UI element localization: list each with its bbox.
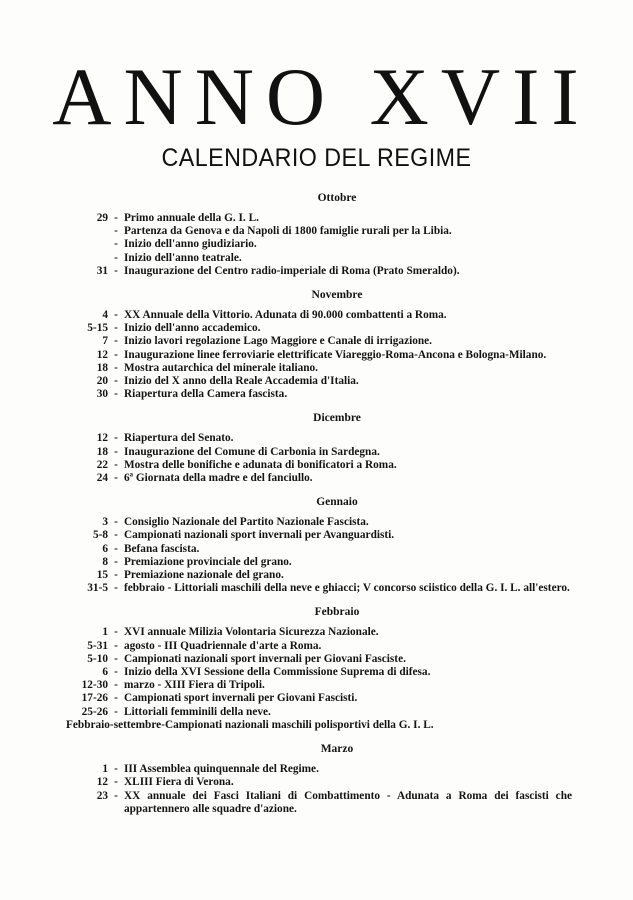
event-entry <box>72 335 572 348</box>
event-date: 1 <box>102 626 108 639</box>
event-date <box>72 238 108 251</box>
event-description: Riapertura della Camera fascista. <box>124 388 288 401</box>
event-separator: - <box>114 626 118 639</box>
event-entry <box>72 322 572 335</box>
month-section <box>66 605 572 732</box>
event-description: XX annuale dei Fasci Italiani di Combattimento - Adunata a Roma dei fascisti che appartennero alle squadre d'azione. <box>124 789 572 815</box>
event-separator: - <box>114 776 118 789</box>
event-separator: - <box>114 555 118 568</box>
event-separator: - <box>114 322 118 335</box>
event-entry <box>72 679 572 692</box>
event-separator: - <box>114 225 118 238</box>
event-separator: - <box>114 542 118 555</box>
event-separator: - <box>114 388 118 401</box>
event-separator: - <box>114 251 118 264</box>
event-entry <box>72 252 572 265</box>
month-section <box>72 288 572 401</box>
event-description: Inizio dell'anno teatrale. <box>124 251 242 264</box>
event-date: 18 <box>96 361 108 374</box>
event-description: Inaugurazione linee ferroviarie elettrificate Viareggio-Roma-Ancona e Bologna-Milano. <box>124 348 547 361</box>
event-separator: - <box>114 582 118 595</box>
event-date: 30 <box>96 388 108 401</box>
event-date: 23 <box>96 789 108 802</box>
event-separator: - <box>114 309 118 322</box>
month-heading: Dicembre <box>313 412 361 425</box>
event-separator: - <box>114 238 118 251</box>
event-date: 12 <box>96 432 108 445</box>
event-entry <box>72 692 572 705</box>
event-entry <box>72 776 572 789</box>
event-description: Campionati nazionali maschili polisportivi della G. I. L. <box>164 718 434 731</box>
event-description: Inaugurazione del Comune di Carbonia in Sardegna. <box>124 445 380 458</box>
event-entry <box>72 516 572 529</box>
event-entry <box>66 718 572 732</box>
month-heading: Gennaio <box>316 496 358 509</box>
event-entry <box>72 582 572 595</box>
event-date: 8 <box>102 555 108 568</box>
event-date <box>72 252 108 265</box>
event-list <box>72 516 572 595</box>
event-description: Premiazione provinciale del grano. <box>124 555 292 568</box>
event-separator: - <box>114 458 118 471</box>
event-separator: - <box>114 666 118 679</box>
page-title: ANNO XVII <box>52 51 591 142</box>
event-date: 5-31 <box>87 639 108 652</box>
event-entry <box>72 265 572 278</box>
event-description: Inizio dell'anno giudiziario. <box>124 238 257 251</box>
event-separator: - <box>114 335 118 348</box>
event-entry <box>72 790 572 816</box>
event-entry <box>72 432 572 445</box>
event-description: XX Annuale della Vittorio. Adunata di 90.000 combattenti a Roma. <box>124 309 447 322</box>
event-separator: - <box>114 679 118 692</box>
event-separator: - <box>114 639 118 652</box>
event-date: 5-15 <box>87 322 108 335</box>
event-entry <box>72 543 572 556</box>
month-heading: Novembre <box>311 289 363 302</box>
event-description: Riapertura del Senato. <box>124 432 234 445</box>
event-list <box>72 763 572 816</box>
month-heading: Marzo <box>320 743 354 756</box>
event-date: 24 <box>96 472 108 485</box>
event-date: 31 <box>96 264 108 277</box>
event-description: Mostra autarchica del minerale italiano. <box>124 361 319 374</box>
event-separator: - <box>114 445 118 458</box>
event-description: Partenza da Genova e da Napoli di 1800 famiglie rurali per la Libia. <box>124 225 452 238</box>
event-separator: - <box>114 472 118 485</box>
event-entry <box>72 640 572 653</box>
event-description: Littoriali femminili della neve. <box>124 705 271 718</box>
event-description: marzo - XIII Fiera di Tripoli. <box>124 679 265 692</box>
event-date: 29 <box>96 212 108 224</box>
event-description: XVI annuale Milizia Volontaria Sicurezza Nazionale. <box>124 626 379 639</box>
event-list <box>72 432 572 485</box>
event-description: XLIII Fiera di Verona. <box>124 776 234 789</box>
event-entry <box>72 446 572 459</box>
event-description: Campionati nazionali sport invernali per Avanguardisti. <box>124 529 395 542</box>
event-date: 6 <box>102 542 108 555</box>
event-description: Inizio lavori regolazione Lago Maggiore e Canale di irrigazione. <box>124 335 433 348</box>
event-date: 12 <box>96 776 108 789</box>
event-date: 17-26 <box>81 692 108 705</box>
event-entry <box>72 666 572 679</box>
event-date: 25-26 <box>81 705 108 718</box>
event-separator: - <box>114 348 118 361</box>
month-section <box>72 742 572 816</box>
event-entry <box>72 388 572 401</box>
event-entry <box>72 529 572 542</box>
event-date <box>72 225 108 238</box>
event-entry <box>72 569 572 582</box>
event-description: Befana fascista. <box>124 542 200 555</box>
event-entry <box>72 556 572 569</box>
event-entry <box>72 362 572 375</box>
event-entry <box>72 472 572 485</box>
event-description: 6ª Giornata della madre e del fanciullo. <box>124 472 313 485</box>
event-date: 18 <box>96 445 108 458</box>
event-date: 20 <box>96 375 108 388</box>
event-description: Primo annuale della G. I. L. <box>124 212 259 224</box>
event-separator: - <box>114 375 118 388</box>
event-date: Febbraio-settembre <box>66 718 162 731</box>
event-description: agosto - III Quadriennale d'arte a Roma. <box>124 639 322 652</box>
month-section <box>72 495 572 595</box>
event-description: Inizio del X anno della Reale Accademia d'Italia. <box>124 375 359 388</box>
month-heading: Febbraio <box>314 606 360 619</box>
event-separator: - <box>114 361 118 374</box>
event-list <box>72 212 572 278</box>
event-separator: - <box>114 763 118 776</box>
calendar-content <box>66 191 572 826</box>
event-list <box>72 309 572 401</box>
event-date: 12 <box>96 348 108 361</box>
event-separator: - <box>114 705 118 718</box>
event-separator: - <box>114 516 118 529</box>
month-section <box>72 411 572 485</box>
month-section <box>72 191 572 278</box>
event-entry <box>72 763 572 776</box>
event-date: 5-10 <box>87 652 108 665</box>
event-entry <box>72 349 572 362</box>
event-description: Campionati sport invernali per Giovani Fascisti. <box>124 692 358 705</box>
event-description: Mostra delle bonifiche e adunata di bonificatori a Roma. <box>124 458 397 471</box>
event-separator: - <box>114 569 118 582</box>
event-description: Inizio dell'anno accademico. <box>124 322 261 335</box>
event-date: 7 <box>102 335 108 348</box>
event-description: febbraio - Littoriali maschili della neve e ghiacci; V concorso sciistico della G. I. L. all'estero. <box>124 582 570 595</box>
event-separator: - <box>114 432 118 445</box>
event-date: 31-5 <box>87 582 108 595</box>
event-description: Campionati nazionali sport invernali per Giovani Fasciste. <box>124 652 406 665</box>
event-date: 12-30 <box>81 679 108 692</box>
event-date: 4 <box>102 309 108 322</box>
event-entry <box>72 626 572 639</box>
event-entry <box>72 212 572 225</box>
event-description: III Assemblea quinquennale del Regime. <box>124 763 319 776</box>
event-entry <box>72 238 572 251</box>
event-date: 15 <box>96 569 108 582</box>
event-entry <box>72 706 572 719</box>
event-date: 22 <box>96 458 108 471</box>
event-separator: - <box>114 692 118 705</box>
event-date: 1 <box>102 763 108 776</box>
event-description: Consiglio Nazionale del Partito Nazionale Fascista. <box>124 516 369 529</box>
event-description: Inizio della XVI Sessione della Commissione Suprema di difesa. <box>124 666 431 679</box>
event-date: 3 <box>102 516 108 529</box>
page-subtitle: CALENDARIO DEL REGIME <box>161 144 472 172</box>
event-separator: - <box>114 264 118 277</box>
event-list <box>66 626 572 732</box>
event-separator: - <box>114 652 118 665</box>
event-description: Inaugurazione del Centro radio-imperiale di Roma (Prato Smeraldo). <box>124 264 460 277</box>
event-separator: - <box>114 212 118 224</box>
event-description: Premiazione nazionale del grano. <box>124 569 284 582</box>
event-separator: - <box>114 789 118 802</box>
event-entry <box>72 225 572 238</box>
event-entry <box>72 459 572 472</box>
event-separator: - <box>114 529 118 542</box>
event-entry <box>72 375 572 388</box>
event-date: 6 <box>102 666 108 679</box>
event-entry <box>72 653 572 666</box>
month-heading: Ottobre <box>317 192 357 204</box>
event-date: 5-8 <box>92 529 108 542</box>
event-separator: - <box>161 718 165 731</box>
event-entry <box>72 309 572 322</box>
